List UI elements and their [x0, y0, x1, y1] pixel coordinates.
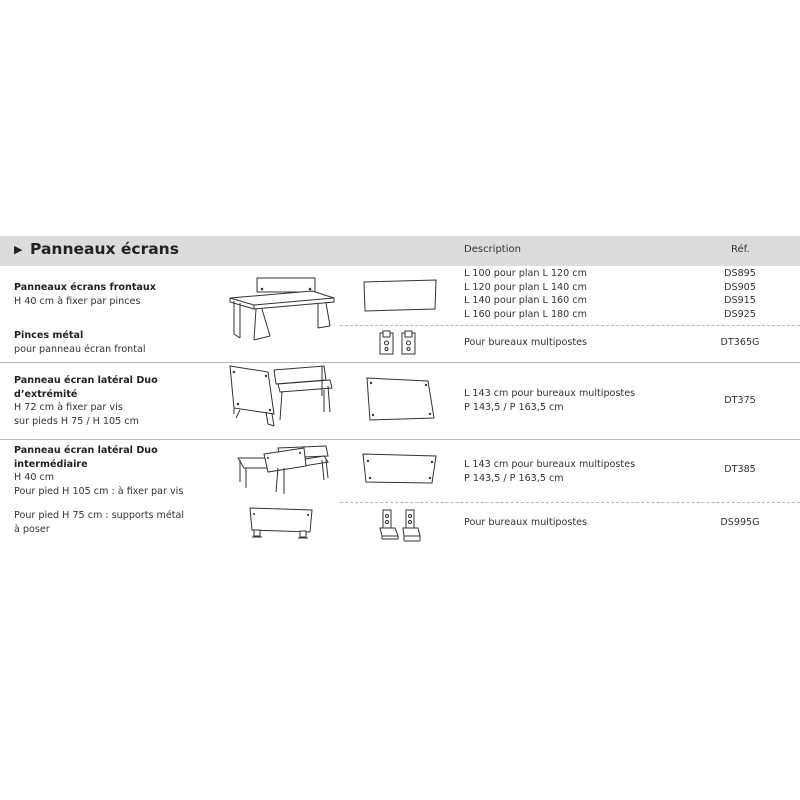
product-subtitle: H 40 cm [14, 472, 55, 483]
column-header-description: Description [464, 244, 521, 255]
reference-code: DT365G [720, 337, 760, 348]
column-header-ref: Réf. [731, 244, 750, 255]
product-title: Panneau écran latéral Duo [14, 445, 158, 456]
description-line: L 143 cm pour bureaux multipostes [464, 459, 636, 470]
row-divider [340, 325, 800, 326]
reference-code: DS995G [720, 517, 760, 528]
section-divider [0, 362, 800, 363]
section-title: Panneaux écrans [30, 240, 179, 258]
product-subtitle: Pour pied H 105 cm : à fixer par vis [14, 485, 184, 497]
product-subtitle: H 72 cm à fixer par vis [14, 402, 123, 413]
desk-lateral-intermediate-screen [234, 444, 332, 496]
description-line: Pour bureaux multipostes [464, 337, 588, 348]
description-line: L 143 cm pour bureaux multipostes [464, 388, 636, 399]
product-subtitle: pour panneau écran frontal [14, 344, 146, 355]
product-subtitle: à poser [14, 523, 50, 535]
product-title: Panneau écran latéral Duo [14, 375, 158, 386]
description-line: Pour bureaux multipostes [464, 517, 588, 528]
reference-code: DS895 [724, 268, 756, 279]
reference-code: DS915 [724, 295, 756, 306]
frontal-panel [362, 279, 438, 313]
product-subtitle: Pour pied H 75 cm : supports métal [14, 510, 185, 521]
standing-panel-with-feet [248, 506, 316, 542]
product-subtitle: H 40 cm à fixer par pinces [14, 296, 141, 307]
row-divider [340, 502, 800, 503]
desk-frontal-screen [226, 276, 338, 342]
description-line: L 140 pour plan L 160 cm [464, 295, 587, 306]
reference-code: DT385 [724, 464, 756, 475]
product-title: Pinces métal [14, 330, 84, 341]
product-title: Panneaux écrans frontaux [14, 282, 156, 293]
desk-lateral-end-screen [226, 362, 338, 430]
description-line: P 143,5 / P 163,5 cm [464, 472, 564, 484]
description-line: L 160 pour plan L 180 cm [464, 308, 587, 320]
metal-standing-supports [378, 508, 422, 544]
lateral-end-panel [364, 376, 436, 422]
reference-code: DT375 [724, 395, 756, 406]
lateral-intermediate-panel [360, 452, 440, 486]
description-line: L 120 pour plan L 140 cm [464, 281, 587, 293]
product-title: d’extrémité [14, 388, 78, 400]
description-line: P 143,5 / P 163,5 cm [464, 401, 564, 413]
description-line: L 100 pour plan L 120 cm [464, 268, 587, 279]
metal-clips [378, 330, 420, 356]
reference-code: DS925 [724, 308, 756, 320]
section-divider [0, 439, 800, 440]
product-title: intermédiaire [14, 458, 88, 470]
reference-code: DS905 [724, 281, 756, 293]
triangle-right-icon: ▶ [14, 243, 23, 256]
product-subtitle: sur pieds H 75 / H 105 cm [14, 415, 139, 427]
